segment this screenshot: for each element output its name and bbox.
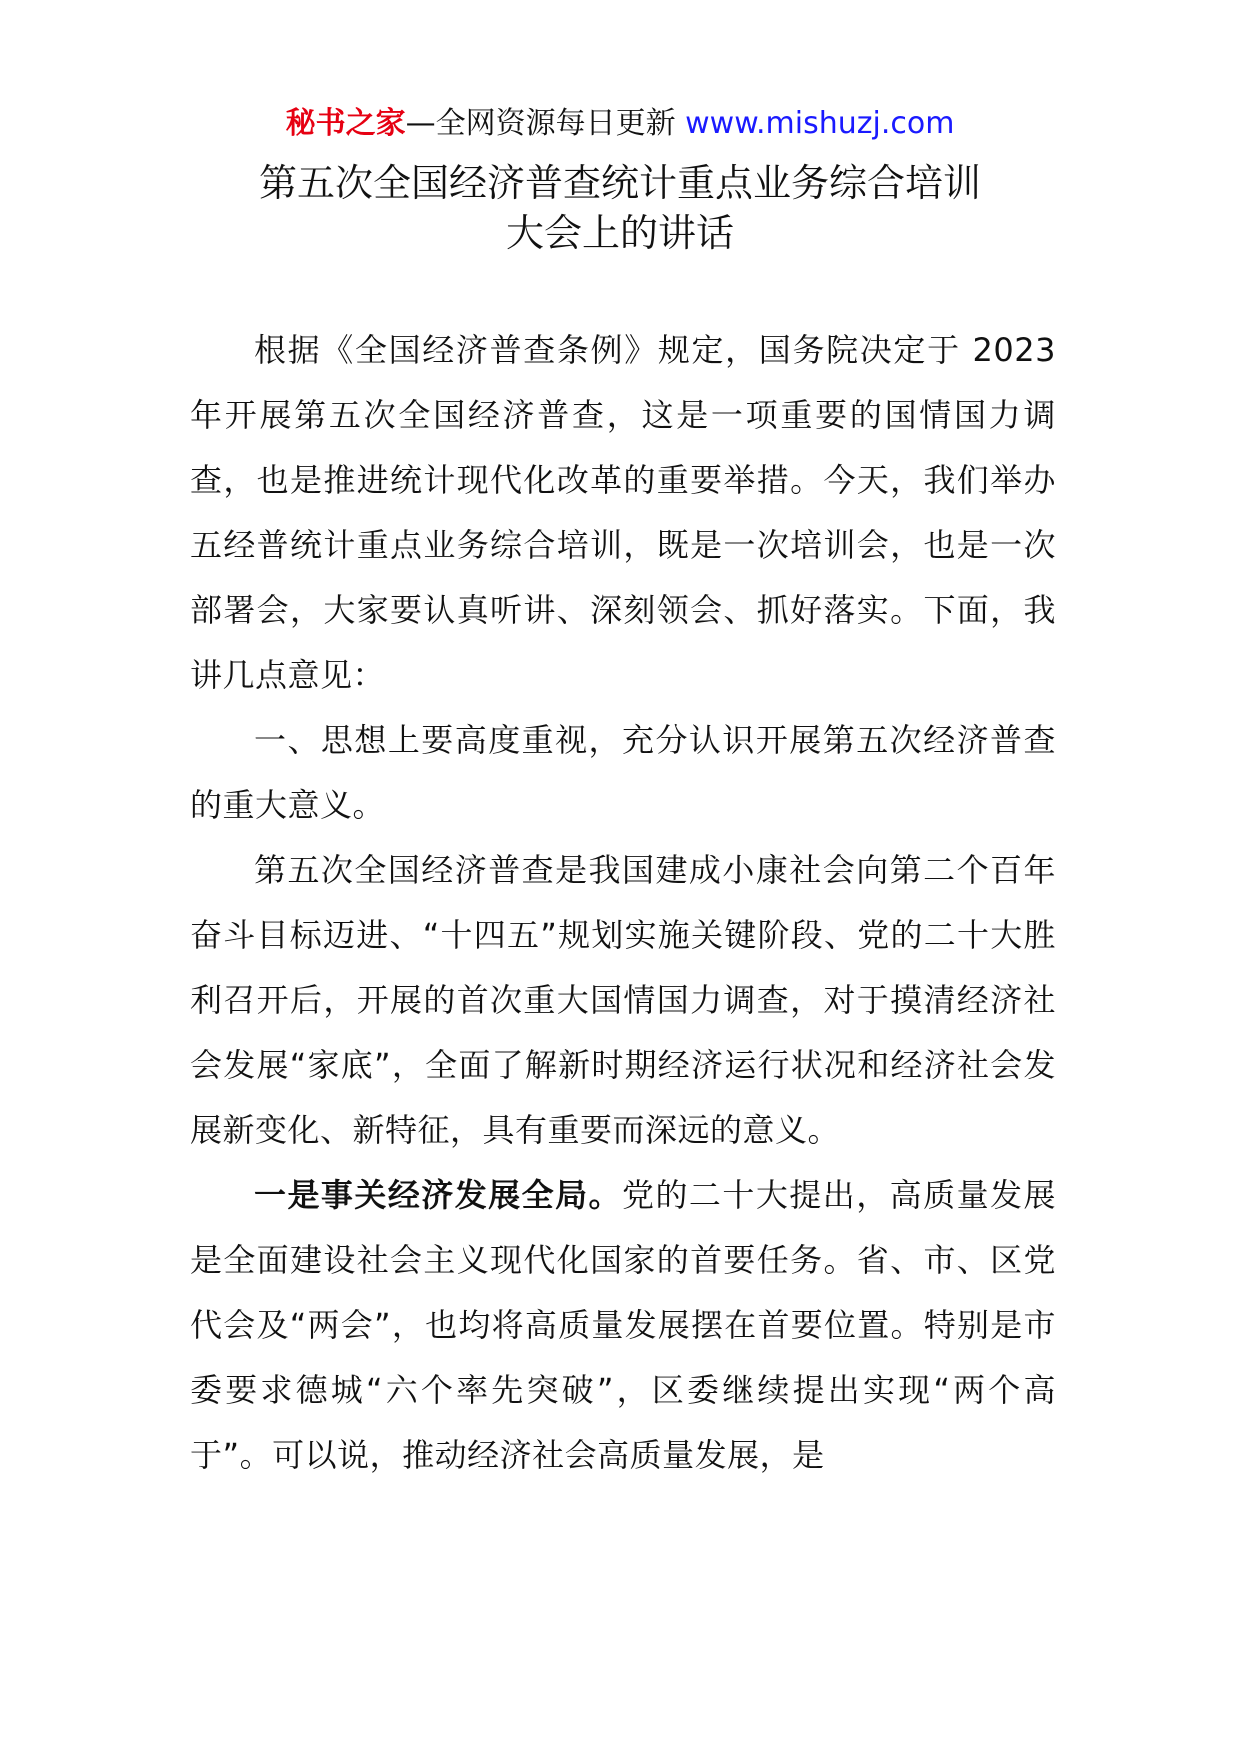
- paragraph-intro: 根据《全国经济普查条例》规定，国务院决定于 2023 年开展第五次全国经济普查，这是一项重要的国情国力调查，也是推进统计现代化改革的重要举措。今天，我们举办五经普统计重点业务综合培训，既是一次培训会，也是一次部署会，大家要认真听讲、深刻领会、抓好落实。下面，我讲几点意见：: [190, 331, 1056, 694]
- point-1-text: 党的二十大提出，高质量发展是全面建设社会主义现代化国家的首要任务。省、市、区党代会及“两会”，也均将高质量发展摆在首要位置。特别是市委要求德城“六个率先突破”，区委继续提出实现“两个高于”。可以说，推动经济社会高质量发展，是: [190, 1176, 1056, 1474]
- point-1-lead: 一是事关经济发展全局。: [254, 1176, 623, 1214]
- site-url-link[interactable]: www.mishuzj.com: [685, 106, 955, 141]
- site-tagline: —全网资源每日更新: [405, 106, 676, 141]
- document-body: [190, 318, 1056, 1488]
- paragraph-point-1: [190, 1163, 1056, 1488]
- site-brand: 秘书之家: [285, 106, 406, 141]
- title-line-2: 大会上的讲话: [505, 211, 734, 255]
- paragraph-significance: 第五次全国经济普查是我国建成小康社会向第二个百年奋斗目标迈进、“十四五”规划实施关键阶段、党的二十大胜利召开后，开展的首次重大国情国力调查，对于摸清经济社会发展“家底”，全面了解新时期经济运行状况和经济社会发展新变化、新特征，具有重要而深远的意义。: [190, 851, 1056, 1149]
- document-title: [0, 158, 1240, 258]
- section-heading-1: 一、思想上要高度重视，充分认识开展第五次经济普查的重大意义。: [190, 721, 1056, 824]
- site-header: [0, 100, 1240, 148]
- title-line-1: 第五次全国经济普查统计重点业务综合培训: [258, 161, 981, 205]
